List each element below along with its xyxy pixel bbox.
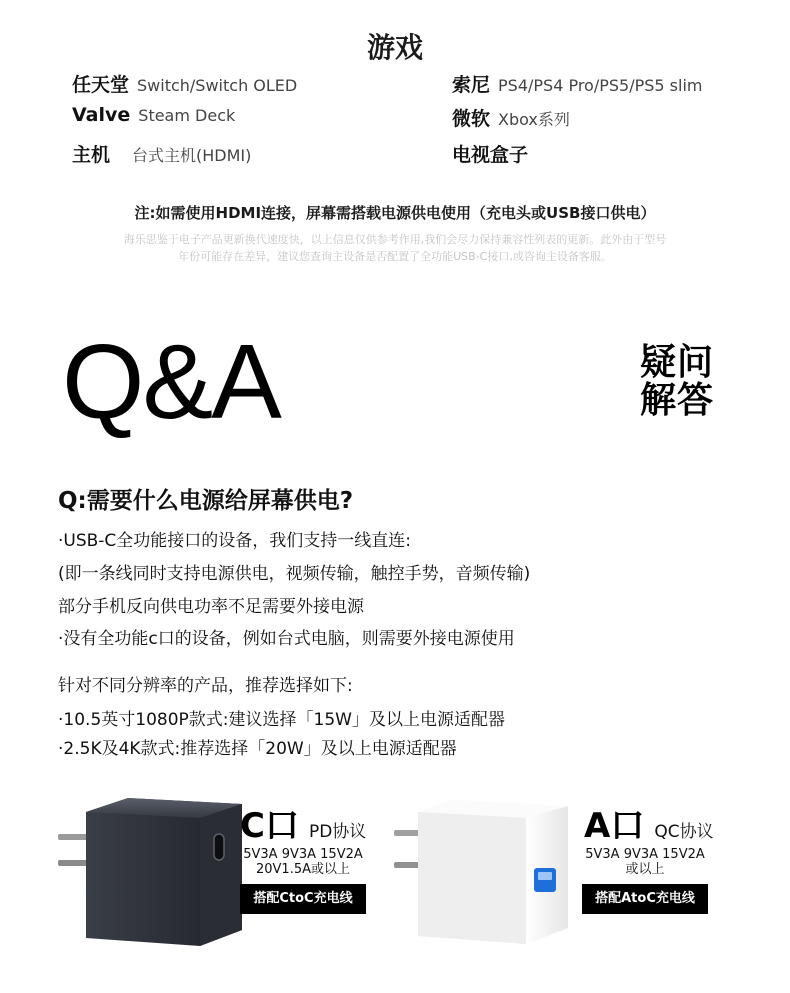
device-label: Steam Deck bbox=[138, 106, 236, 125]
usb-c-charger-info bbox=[240, 808, 380, 844]
qa-heading: Q&A bbox=[62, 323, 280, 441]
port-heading bbox=[240, 808, 380, 844]
protocol-label: QC协议 bbox=[654, 822, 714, 842]
spec-line: 5V3A 9V3A 15V2A bbox=[585, 847, 705, 862]
spec-line: 5V3A 9V3A 15V2A bbox=[243, 847, 363, 862]
game-row-console bbox=[72, 140, 251, 167]
qa-cn-heading bbox=[640, 344, 724, 420]
brand-label: 任天堂 bbox=[72, 74, 130, 96]
question-title: Q:需要什么电源给屏幕供电? bbox=[58, 488, 354, 514]
brand-label: 索尼 bbox=[452, 74, 491, 96]
game-row-sony bbox=[452, 70, 703, 97]
brand-label: 主机 bbox=[72, 144, 111, 166]
hdmi-note: 注:如需使用HDMI连接，屏幕需搭载电源供电使用（充电头或USB接口供电） bbox=[134, 204, 656, 222]
answer-line: 针对不同分辨率的产品，推荐选择如下: bbox=[58, 676, 353, 696]
game-row-microsoft bbox=[452, 104, 570, 131]
brand-label: 微软 bbox=[452, 108, 491, 130]
answer-line: 部分手机反向供电功率不足需要外接电源 bbox=[58, 597, 364, 617]
spec-line: 20V1.5A或以上 bbox=[255, 862, 350, 877]
usb-a-charger-info bbox=[584, 808, 724, 844]
answer-line: (即一条线同时支持电源供电，视频传输，触控手势，音频传输) bbox=[58, 564, 531, 584]
qa-cn-line: 解答 bbox=[640, 380, 715, 421]
game-row-tvbox bbox=[452, 140, 528, 167]
port-label: A口 bbox=[584, 806, 645, 846]
device-label: PS4/PS4 Pro/PS5/PS5 slim bbox=[498, 76, 703, 95]
answer-line: ·USB-C全功能接口的设备，我们支持一线直连: bbox=[58, 531, 412, 551]
answer-line: ·10.5英寸1080P款式:建议选择「15W」及以上电源适配器 bbox=[58, 710, 505, 730]
atoc-cable-badge: 搭配AtoC充电线 bbox=[582, 884, 708, 914]
device-label: Xbox系列 bbox=[498, 110, 570, 129]
port-heading bbox=[584, 808, 724, 844]
game-row-valve bbox=[72, 104, 235, 126]
device-label: Switch/Switch OLED bbox=[137, 76, 298, 95]
answer-line: ·2.5K及4K款式:推荐选择「20W」及以上电源适配器 bbox=[58, 739, 457, 759]
disclaimer bbox=[70, 231, 720, 265]
answer-line: ·没有全功能c口的设备，例如台式电脑，则需要外接电源使用 bbox=[58, 629, 515, 649]
game-row-nintendo bbox=[72, 70, 297, 97]
games-title: 游戏 bbox=[366, 31, 423, 64]
brand-label: Valve bbox=[72, 104, 131, 126]
usb-a-spec bbox=[580, 847, 710, 877]
usb-a-charger-icon bbox=[392, 796, 572, 956]
qa-cn-line: 疑问 bbox=[640, 342, 715, 383]
usb-c-charger-icon bbox=[58, 790, 248, 950]
disclaimer-line: 年份可能存在差异，建议您查询主设备是否配置了全功能USB-C接口,或咨询主设备客服。 bbox=[178, 250, 612, 263]
ctoc-cable-badge: 搭配CtoC充电线 bbox=[240, 884, 366, 914]
brand-label: 电视盒子 bbox=[452, 144, 529, 166]
port-label: C口 bbox=[240, 806, 299, 846]
usb-c-spec bbox=[238, 847, 368, 877]
device-label: 台式主机(HDMI) bbox=[132, 146, 252, 165]
protocol-label: PD协议 bbox=[308, 822, 367, 842]
disclaimer-line: 海乐思鉴于电子产品更新换代速度快，以上信息仅供参考作用,我们会尽力保持兼容性列表的更新。此外由于型号 bbox=[123, 233, 667, 246]
usb-c-charger-image bbox=[58, 790, 248, 950]
spec-line: 或以上 bbox=[625, 862, 665, 877]
usb-a-charger-image bbox=[392, 796, 572, 956]
